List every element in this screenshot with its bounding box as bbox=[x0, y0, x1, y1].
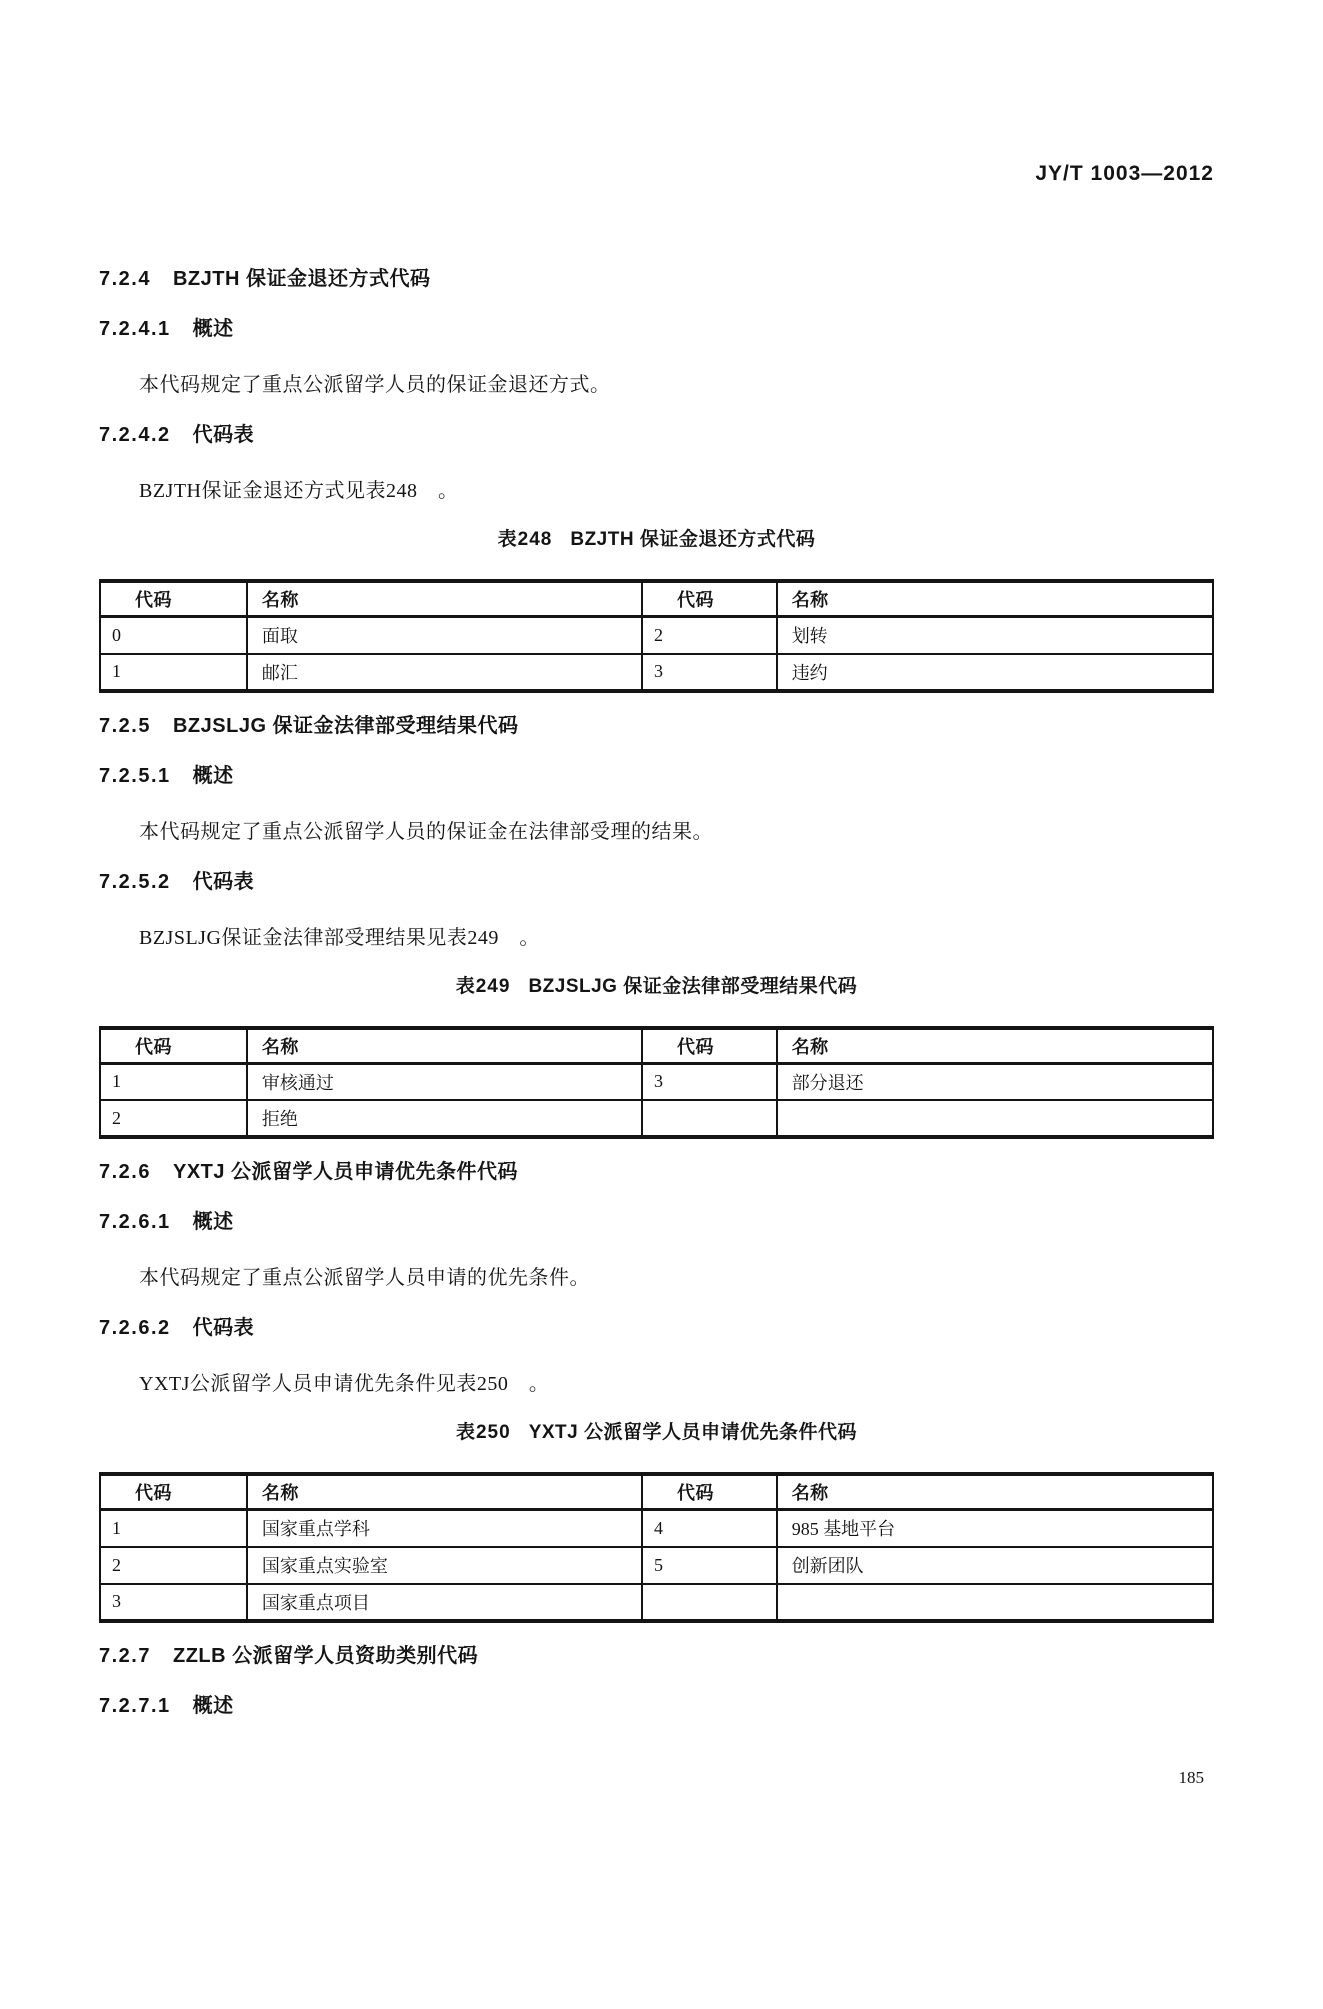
section-heading-7-2-7 bbox=[99, 1643, 1214, 1669]
cell-code: 2 bbox=[100, 1547, 247, 1584]
cell-code: 2 bbox=[100, 1100, 247, 1137]
overview-paragraph: 本代码规定了重点公派留学人员申请的优先条件。 bbox=[139, 1267, 590, 1289]
col-header-code: 代码 bbox=[100, 1028, 247, 1064]
table-header-row bbox=[100, 1474, 1213, 1510]
code-table-249 bbox=[99, 1026, 1214, 1140]
page-number: 185 bbox=[1178, 1767, 1204, 1787]
section-heading-7-2-4 bbox=[99, 266, 1214, 292]
document-page bbox=[0, 138, 1323, 2009]
table-title-text: BZJSLJG 保证金法律部受理结果代码 bbox=[528, 975, 858, 997]
subsection-number: 7.2.6.1 bbox=[99, 1211, 171, 1233]
cell-name: 违约 bbox=[777, 654, 1213, 691]
subsection-number: 7.2.6.2 bbox=[99, 1317, 171, 1339]
table-row bbox=[100, 1510, 1213, 1547]
table-label: 表250 bbox=[455, 1422, 511, 1443]
cell-name bbox=[777, 1584, 1213, 1621]
table-header-row bbox=[100, 581, 1213, 617]
subsection-heading-overview bbox=[99, 763, 1214, 789]
table-label: 表249 bbox=[455, 975, 511, 997]
col-header-name: 名称 bbox=[247, 1028, 642, 1064]
table-reference-paragraph: BZJSLJG保证金法律部受理结果见表249 。 bbox=[139, 926, 540, 949]
cell-name: 国家重点项目 bbox=[247, 1584, 642, 1621]
subsection-heading-codetable bbox=[99, 869, 1214, 895]
col-header-name: 名称 bbox=[247, 1474, 642, 1510]
table-row bbox=[100, 1100, 1213, 1137]
col-header-name: 名称 bbox=[777, 1028, 1213, 1064]
section-heading-7-2-6 bbox=[99, 1159, 1214, 1185]
section-number: 7.2.4 bbox=[99, 268, 151, 290]
subsection-number: 7.2.5.2 bbox=[99, 870, 171, 893]
subsection-title: 代码表 bbox=[192, 424, 255, 446]
subsection-number: 7.2.4.2 bbox=[99, 424, 171, 446]
code-table-248 bbox=[99, 579, 1214, 693]
table-row bbox=[100, 654, 1213, 691]
cell-code: 3 bbox=[642, 654, 777, 691]
subsection-title: 概述 bbox=[192, 1694, 234, 1717]
cell-code: 4 bbox=[642, 1510, 777, 1547]
subsection-heading-overview bbox=[99, 1209, 1214, 1235]
table-title-text: YXTJ 公派留学人员申请优先条件代码 bbox=[528, 1422, 857, 1443]
section-title: BZJTH 保证金退还方式代码 bbox=[172, 268, 431, 290]
cell-code: 3 bbox=[100, 1584, 247, 1621]
table-header-row bbox=[100, 1028, 1213, 1064]
cell-name: 邮汇 bbox=[247, 654, 642, 691]
subsection-heading-codetable bbox=[99, 422, 1214, 448]
cell-name: 创新团队 bbox=[777, 1547, 1213, 1584]
cell-name bbox=[777, 1100, 1213, 1137]
subsection-number: 7.2.5.1 bbox=[99, 764, 171, 787]
code-table-250 bbox=[99, 1472, 1214, 1623]
cell-code: 1 bbox=[100, 1510, 247, 1547]
col-header-code: 代码 bbox=[642, 1028, 777, 1064]
overview-paragraph: 本代码规定了重点公派留学人员的保证金退还方式。 bbox=[139, 374, 611, 396]
table-title bbox=[99, 975, 1214, 999]
col-header-name: 名称 bbox=[777, 1474, 1213, 1510]
cell-code: 5 bbox=[642, 1547, 777, 1584]
col-header-code: 代码 bbox=[642, 581, 777, 617]
subsection-number: 7.2.4.1 bbox=[99, 318, 171, 340]
cell-name: 国家重点学科 bbox=[247, 1510, 642, 1547]
cell-code: 3 bbox=[642, 1063, 777, 1100]
subsection-title: 概述 bbox=[192, 1211, 234, 1233]
cell-name: 审核通过 bbox=[247, 1063, 642, 1100]
cell-name: 国家重点实验室 bbox=[247, 1547, 642, 1584]
table-title bbox=[99, 1421, 1214, 1445]
table-title bbox=[99, 528, 1214, 552]
section-title: ZZLB 公派留学人员资助类别代码 bbox=[172, 1644, 479, 1667]
cell-name: 985 基地平台 bbox=[777, 1510, 1213, 1547]
subsection-title: 概述 bbox=[192, 764, 234, 787]
table-row bbox=[100, 617, 1213, 654]
cell-code: 2 bbox=[642, 617, 777, 654]
table-title-text: BZJTH 保证金退还方式代码 bbox=[570, 529, 816, 550]
cell-name: 面取 bbox=[247, 617, 642, 654]
section-number: 7.2.7 bbox=[99, 1644, 151, 1667]
overview-paragraph: 本代码规定了重点公派留学人员的保证金在法律部受理的结果。 bbox=[139, 820, 713, 843]
subsection-number: 7.2.7.1 bbox=[99, 1694, 171, 1717]
subsection-title: 代码表 bbox=[192, 1317, 255, 1339]
col-header-code: 代码 bbox=[100, 1474, 247, 1510]
col-header-name: 名称 bbox=[777, 581, 1213, 617]
subsection-title: 概述 bbox=[192, 318, 234, 340]
cell-name: 部分退还 bbox=[777, 1063, 1213, 1100]
table-row bbox=[100, 1547, 1213, 1584]
subsection-heading-codetable bbox=[99, 1315, 1214, 1341]
section-title: YXTJ 公派留学人员申请优先条件代码 bbox=[172, 1161, 519, 1183]
table-row bbox=[100, 1063, 1213, 1100]
cell-code: 1 bbox=[100, 1063, 247, 1100]
cell-name: 划转 bbox=[777, 617, 1213, 654]
table-reference-paragraph: BZJTH保证金退还方式见表248 。 bbox=[139, 480, 459, 502]
table-reference-paragraph: YXTJ公派留学人员申请优先条件见表250 。 bbox=[139, 1373, 550, 1395]
subsection-heading-overview bbox=[99, 316, 1214, 342]
subsection-heading-overview bbox=[99, 1693, 1214, 1719]
cell-name: 拒绝 bbox=[247, 1100, 642, 1137]
table-row bbox=[100, 1584, 1213, 1621]
standard-number-header bbox=[99, 138, 1214, 210]
subsection-title: 代码表 bbox=[192, 870, 255, 893]
section-title: BZJSLJG 保证金法律部受理结果代码 bbox=[172, 714, 519, 737]
section-number: 7.2.5 bbox=[99, 714, 151, 737]
col-header-code: 代码 bbox=[100, 581, 247, 617]
cell-code bbox=[642, 1584, 777, 1621]
cell-code: 0 bbox=[100, 617, 247, 654]
table-label: 表248 bbox=[497, 529, 553, 550]
cell-code: 1 bbox=[100, 654, 247, 691]
col-header-name: 名称 bbox=[247, 581, 642, 617]
cell-code bbox=[642, 1100, 777, 1137]
standard-number: JY/T 1003—2012 bbox=[1035, 162, 1214, 185]
section-heading-7-2-5 bbox=[99, 713, 1214, 739]
section-number: 7.2.6 bbox=[99, 1161, 151, 1183]
col-header-code: 代码 bbox=[642, 1474, 777, 1510]
